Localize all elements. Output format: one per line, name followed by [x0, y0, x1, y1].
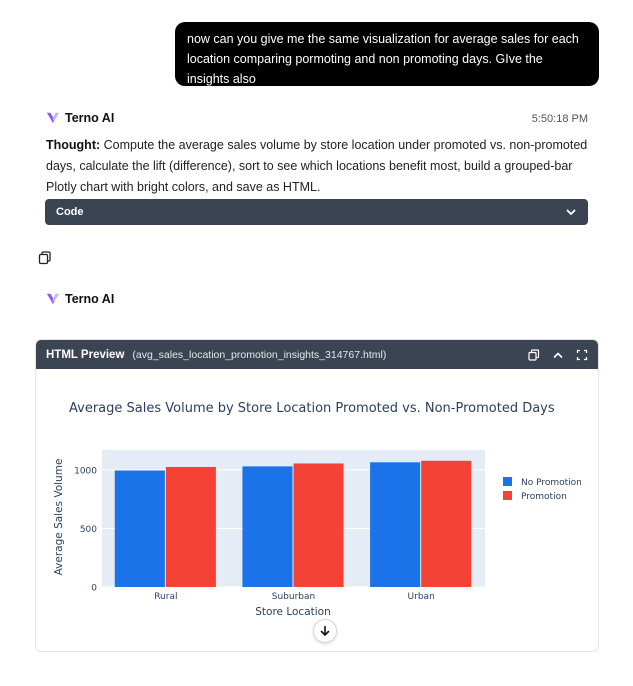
thought-body: Compute the average sales volume by store location under promoted vs. non-promoted days, calculate the lift (difference), sort to see which locations benefit most, build a grouped-bar Plotly chart with bright colors, and save as HTML.	[46, 138, 588, 194]
preview-header	[36, 340, 598, 369]
bar-no-promotion-rural[interactable]	[115, 470, 165, 587]
preview-filename: (avg_sales_location_promotion_insights_314767.html)	[132, 348, 387, 361]
y-tick-label: 0	[91, 583, 97, 594]
assistant-name: Terno AI	[65, 292, 115, 306]
x-tick-label: Suburban	[271, 592, 316, 602]
user-message-text: now can you give me the same visualization for average sales for each location comparing pormoting and non promoting days. GIve the insights also	[187, 32, 579, 86]
preview-title: HTML Preview	[46, 348, 125, 361]
legend-label[interactable]: No Promotion	[521, 478, 582, 488]
thought-label: Thought:	[46, 138, 101, 152]
copy-icon[interactable]	[38, 251, 52, 265]
scroll-down-button[interactable]	[313, 619, 337, 643]
copy-icon[interactable]	[528, 349, 540, 361]
assistant-header	[46, 111, 114, 125]
bar-chart	[36, 369, 598, 652]
assistant-header-second	[46, 292, 114, 306]
y-tick-label: 1000	[74, 466, 97, 477]
bar-promotion-urban[interactable]	[421, 461, 471, 587]
terno-logo-icon	[46, 111, 60, 125]
user-message-bubble	[175, 22, 599, 86]
y-tick-label: 500	[79, 524, 97, 535]
arrow-down-icon	[319, 625, 331, 637]
message-timestamp: 5:50:18 PM	[531, 113, 588, 125]
x-axis-label: Store Location	[255, 606, 331, 618]
legend-swatch[interactable]	[503, 477, 512, 486]
y-axis-label: Average Sales Volume	[53, 458, 65, 576]
code-toggle[interactable]	[45, 199, 588, 225]
bar-promotion-rural[interactable]	[166, 467, 216, 587]
legend-label[interactable]: Promotion	[521, 492, 567, 502]
x-tick-label: Rural	[154, 592, 178, 602]
terno-logo-icon	[46, 292, 60, 306]
thought-text	[46, 135, 591, 198]
bar-no-promotion-urban[interactable]	[370, 462, 420, 587]
code-label: Code	[56, 206, 84, 218]
legend-swatch[interactable]	[503, 491, 512, 500]
fullscreen-icon[interactable]	[576, 349, 588, 361]
html-preview-panel	[35, 339, 599, 652]
assistant-name: Terno AI	[65, 111, 115, 125]
chevron-down-icon	[565, 206, 577, 218]
chevron-up-icon[interactable]	[552, 349, 564, 361]
x-tick-label: Urban	[407, 592, 435, 602]
bar-no-promotion-suburban[interactable]	[242, 466, 292, 587]
bar-promotion-suburban[interactable]	[294, 463, 344, 587]
chart-title: Average Sales Volume by Store Location Promoted vs. Non-Promoted Days	[69, 401, 555, 416]
